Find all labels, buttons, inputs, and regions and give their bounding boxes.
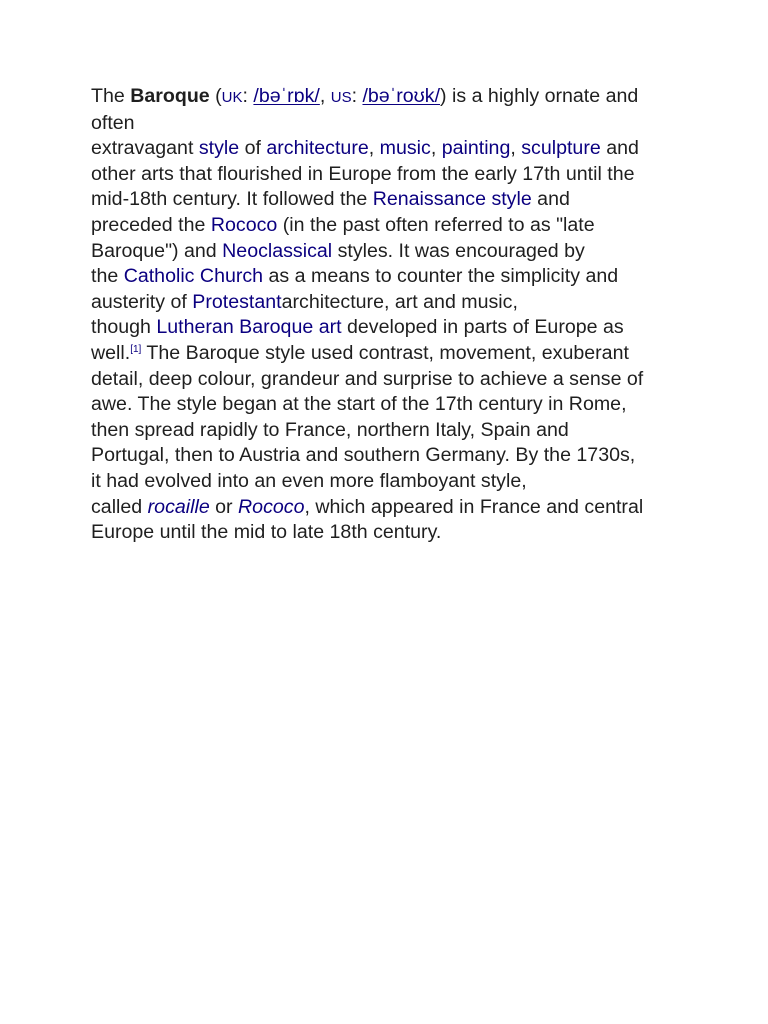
- link-architecture[interactable]: architecture: [266, 137, 369, 160]
- link-neoclassical[interactable]: Neoclassical: [222, 239, 333, 262]
- line-15: Portugal, then to Austria and southern Germany. By the 1730s,: [91, 444, 636, 467]
- line-10: though Lutheran Baroque art developed in parts of Europe as: [91, 316, 624, 339]
- link-uk[interactable]: UK: [221, 89, 243, 106]
- link-renaissance-style[interactable]: Renaissance style: [372, 188, 532, 211]
- line-1: The Baroque (UK: /bəˈrɒk/, US: /bəˈroʊk/) is a highly ornate and: [91, 85, 639, 107]
- link-ipa-us[interactable]: /bəˈroʊk/: [362, 85, 441, 107]
- link-sculpture[interactable]: sculpture: [521, 137, 601, 160]
- line-5: mid-18th century. It followed the Renaissance style and: [91, 188, 570, 211]
- citation-1[interactable]: [1]: [130, 343, 142, 355]
- line-13: awe. The style began at the start of the 17th century in Rome,: [91, 393, 627, 416]
- article-paragraph: [91, 84, 683, 546]
- line-16: it had evolved into an even more flamboyant style,: [91, 469, 527, 492]
- link-rococo-italic[interactable]: Rococo: [238, 495, 305, 518]
- line-6: preceded the Rococo (in the past often referred to as "late: [91, 213, 595, 236]
- line-12: detail, deep colour, grandeur and surprise to achieve a sense of: [91, 367, 644, 390]
- link-lutheran-baroque-art[interactable]: Lutheran Baroque art: [156, 316, 342, 339]
- line-11: well.[1] The Baroque style used contrast, movement, exuberant: [91, 341, 629, 364]
- line-8: the Catholic Church as a means to counter the simplicity and: [91, 265, 619, 288]
- line-7: Baroque") and Neoclassical styles. It was encouraged by: [91, 239, 585, 262]
- line-18: Europe until the mid to late 18th century.: [91, 521, 442, 544]
- link-catholic-church[interactable]: Catholic Church: [123, 265, 264, 288]
- line-14: then spread rapidly to France, northern Italy, Spain and: [91, 418, 569, 441]
- link-us[interactable]: US: [330, 89, 352, 106]
- link-painting[interactable]: painting: [441, 137, 511, 160]
- link-ipa-uk[interactable]: /bəˈrɒk/: [253, 85, 320, 107]
- line-9: austerity of Protestantarchitecture, art and music,: [91, 290, 518, 313]
- line-4: other arts that flourished in Europe from the early 17th until the: [91, 162, 635, 185]
- link-rocaille[interactable]: rocaille: [147, 495, 210, 518]
- link-rococo[interactable]: Rococo: [210, 213, 278, 236]
- line-17: called rocaille or Rococo, which appeared in France and central: [91, 495, 644, 518]
- term-baroque: Baroque: [130, 85, 210, 107]
- link-music[interactable]: music: [379, 137, 431, 160]
- line-2: often: [91, 111, 135, 134]
- link-protestant[interactable]: Protestant: [192, 290, 282, 313]
- link-style[interactable]: style: [198, 137, 240, 160]
- line-3: extravagant style of architecture, music, painting, sculpture and: [91, 137, 639, 160]
